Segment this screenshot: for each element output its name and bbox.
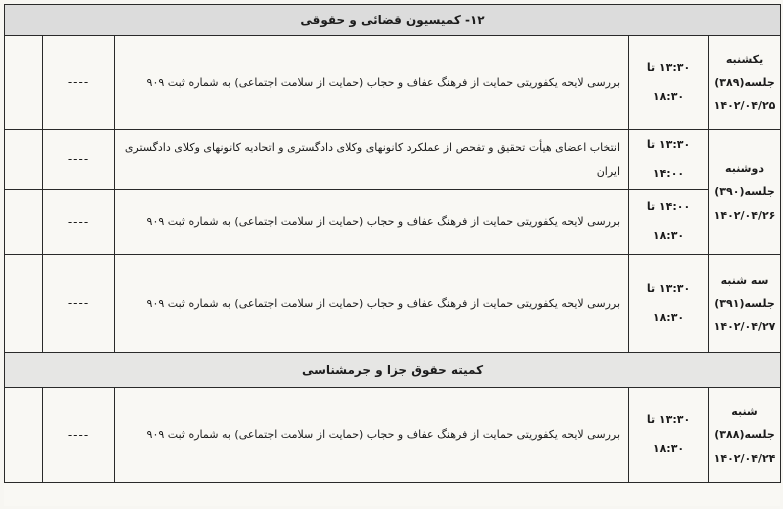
time-cell (629, 190, 709, 255)
session-date: ۱۴۰۲/۰۴/۲۷ (713, 320, 776, 334)
day-cell (709, 388, 781, 483)
note-cell: ---- (43, 388, 115, 483)
session-number: جلسه(۳۸۸) (714, 428, 775, 442)
subject-cell: بررسی لایحه یکفوریتی حمایت از فرهنگ عفاف و حجاب (حمایت از سلامت اجتماعی) به شماره ثبت ۹۰۹ (115, 36, 629, 130)
table-row (5, 130, 781, 190)
section-header-judicial (5, 5, 781, 36)
session-number: جلسه(۳۹۱) (714, 296, 775, 310)
time-to: ۱۸:۳۰ (652, 310, 685, 324)
session-date: ۱۴۰۲/۰۴/۲۵ (713, 99, 776, 113)
time-from: ۱۳:۳۰ تا (646, 137, 691, 151)
section-title: ۱۲- کمیسیون قضائی و حقوقی (5, 5, 781, 36)
note-cell: ---- (43, 190, 115, 255)
note-cell: ---- (43, 36, 115, 130)
day-name: یکشنبه (725, 52, 764, 66)
section-title: کمیته حقوق جزا و جرمشناسی (5, 353, 781, 388)
empty-cell (5, 388, 43, 483)
time-from: ۱۳:۳۰ تا (646, 281, 691, 295)
empty-cell (5, 36, 43, 130)
subject-cell: بررسی لایحه یکفوریتی حمایت از فرهنگ عفاف و حجاب (حمایت از سلامت اجتماعی) به شماره ثبت ۹۰۹ (115, 388, 629, 483)
time-to: ۱۸:۳۰ (652, 89, 685, 103)
day-name: شنبه (731, 405, 758, 419)
schedule-table (4, 4, 781, 483)
section-header-criminal-law (5, 353, 781, 388)
day-name: سه شنبه (720, 273, 769, 287)
time-to: ۱۴:۰۰ (652, 166, 685, 180)
day-cell (709, 130, 781, 255)
schedule-sheet (4, 4, 780, 506)
session-date: ۱۴۰۲/۰۴/۲۴ (713, 451, 776, 465)
day-name: دوشنبه (725, 162, 764, 176)
time-cell (629, 36, 709, 130)
note-cell: ---- (43, 255, 115, 353)
time-to: ۱۸:۳۰ (652, 442, 685, 455)
time-from: ۱۳:۳۰ تا (646, 60, 691, 74)
session-number: جلسه(۳۹۰) (714, 185, 775, 199)
time-from: ۱۳:۳۰ تا (646, 413, 691, 427)
table-row (5, 190, 781, 255)
subject-cell: بررسی لایحه یکفوریتی حمایت از فرهنگ عفاف و حجاب (حمایت از سلامت اجتماعی) به شماره ثبت ۹۰۹ (115, 190, 629, 255)
day-cell (709, 255, 781, 353)
session-number: جلسه(۳۸۹) (714, 75, 775, 89)
time-cell (629, 388, 709, 483)
empty-cell (5, 130, 43, 190)
day-cell (709, 36, 781, 130)
time-to: ۱۸:۳۰ (652, 229, 685, 242)
empty-cell (5, 255, 43, 353)
time-from: ۱۴:۰۰ تا (646, 200, 691, 214)
session-date: ۱۴۰۲/۰۴/۲۶ (713, 208, 776, 222)
table-row (5, 255, 781, 353)
table-row (5, 388, 781, 483)
empty-cell (5, 190, 43, 255)
time-cell (629, 130, 709, 190)
subject-cell: بررسی لایحه یکفوریتی حمایت از فرهنگ عفاف و حجاب (حمایت از سلامت اجتماعی) به شماره ثبت ۹۰۹ (115, 255, 629, 353)
table-row (5, 36, 781, 130)
time-cell (629, 255, 709, 353)
note-cell: ---- (43, 130, 115, 190)
subject-cell: انتخاب اعضای هیأت تحقیق و تفحص از عملکرد کانونهای وکلای دادگستری و اتحادیه کانونهای وکلای دادگستری ایران (115, 130, 629, 190)
